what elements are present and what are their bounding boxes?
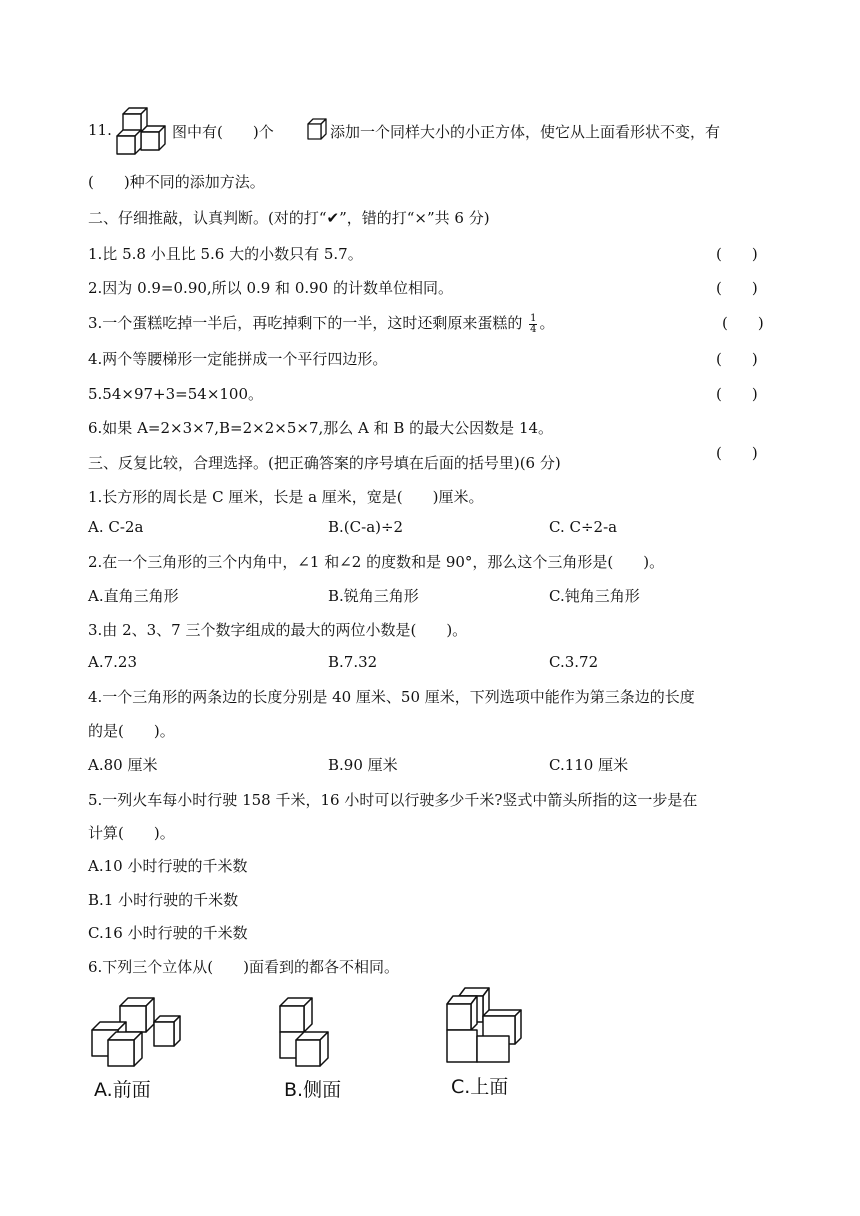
judge-item-1: 1.比 5.8 小且比 5.6 大的小数只有 5.7。 (88, 245, 363, 263)
q11-text-c: ( )种不同的添加方法。 (88, 173, 265, 191)
choice-q4-option-c[interactable]: C.110 厘米 (549, 756, 629, 774)
choice-q1-option-b[interactable]: B.(C-a)÷2 (328, 518, 404, 536)
choice-q4-line-2: 的是( )。 (88, 722, 175, 740)
choice-q5-line-2: 计算( )。 (88, 824, 175, 842)
judge-item-3-period: 。 (539, 314, 555, 332)
choice-q4-line-1: 4.一个三角形的两条边的长度分别是 40 厘米、50 厘米，下列选项中能作为第三条边的长度 (88, 688, 695, 706)
q11-text-a-line (172, 121, 274, 142)
judge-answer-paren-4[interactable]: ( ) (716, 350, 758, 368)
q11-text-b: 添加一个同样大小的小正方体，使它从上面看形状不变，有 (330, 123, 721, 141)
choice-q2-option-c[interactable]: C.钝角三角形 (549, 587, 640, 605)
choice-q4-option-a[interactable]: A.80 厘米 (88, 756, 158, 774)
judge-item-4: 4.两个等腰梯形一定能拼成一个平行四边形。 (88, 350, 388, 368)
judge-item-6: 6.如果 A=2×3×7,B=2×2×5×7,那么 A 和 B 的最大公因数是 14。 (88, 419, 554, 437)
q11-cube-figure (113, 104, 169, 158)
choice-q3-option-a[interactable]: A.7.23 (88, 653, 137, 671)
choice-q5-option-a[interactable]: A.10 小时行驶的千米数 (88, 857, 248, 875)
choice-q3-option-c[interactable]: C.3.72 (549, 653, 599, 671)
small-cube-icon (306, 117, 328, 141)
q11-line-2 (88, 171, 265, 192)
choice-q1-option-c[interactable]: C. C÷2-a (549, 518, 618, 536)
judge-item-2: 2.因为 0.9=0.90,所以 0.9 和 0.90 的计数单位相同。 (88, 279, 453, 297)
judge-answer-paren-5[interactable]: ( ) (716, 385, 758, 403)
choice-q3-option-b[interactable]: B.7.32 (328, 653, 378, 671)
judge-answer-paren-1[interactable]: ( ) (716, 245, 758, 263)
solid-figure-c-label[interactable]: C.上面 (451, 1076, 509, 1098)
choice-q2: 2.在一个三角形的三个内角中，∠1 和∠2 的度数和是 90°，那么这个三角形是( )。 (88, 553, 665, 571)
q11-text-a: 图中有( )个 (172, 123, 274, 141)
fraction-denominator: 4 (530, 323, 537, 335)
choice-q2-option-b[interactable]: B.锐角三角形 (328, 587, 419, 605)
fraction-numerator: 1 (530, 312, 537, 324)
q11-text-b-line (330, 121, 720, 142)
judge-item-3-line (88, 312, 555, 335)
q11-number: 11. (88, 121, 112, 139)
choice-q5-line-1: 5.一列火车每小时行驶 158 千米，16 小时可以行驶多少千米?竖式中箭头所指的这一步是在 (88, 791, 698, 809)
judge-answer-paren-3[interactable]: ( ) (722, 314, 764, 332)
judge-item-5: 5.54×97+3=54×100。 (88, 385, 264, 403)
judge-answer-paren-6[interactable]: ( ) (716, 444, 758, 462)
choice-q4-option-b[interactable]: B.90 厘米 (328, 756, 398, 774)
q11-line-1 (88, 121, 112, 139)
solid-figure-b-label[interactable]: B.侧面 (284, 1079, 342, 1101)
solid-figure-a[interactable] (90, 996, 186, 1068)
solid-figure-c[interactable] (445, 986, 525, 1064)
section3-heading: 三、反复比较，合理选择。(把正确答案的序号填在后面的括号里)(6 分) (88, 454, 561, 472)
judge-answer-paren-2[interactable]: ( ) (716, 279, 758, 297)
choice-q1-option-a[interactable]: A. C-2a (88, 518, 144, 536)
solid-figure-b[interactable] (278, 996, 348, 1068)
choice-q5-option-c[interactable]: C.16 小时行驶的千米数 (88, 924, 248, 942)
choice-q1: 1.长方形的周长是 C 厘米，长是 a 厘米，宽是( )厘米。 (88, 488, 484, 506)
choice-q5-option-b[interactable]: B.1 小时行驶的千米数 (88, 891, 239, 909)
choice-q6: 6.下列三个立体从( )面看到的都各不相同。 (88, 958, 400, 976)
judge-item-3: 3.一个蛋糕吃掉一半后，再吃掉剩下的一半，这时还剩原来蛋糕的 (88, 314, 523, 332)
solid-figure-a-label[interactable]: A.前面 (94, 1079, 151, 1101)
fraction-one-quarter (529, 314, 537, 335)
section2-heading: 二、仔细推敲，认真判断。(对的打“✔”，错的打“×”共 6 分) (88, 209, 490, 227)
choice-q3: 3.由 2、3、7 三个数字组成的最大的两位小数是( )。 (88, 621, 468, 639)
choice-q2-option-a[interactable]: A.直角三角形 (88, 587, 179, 605)
